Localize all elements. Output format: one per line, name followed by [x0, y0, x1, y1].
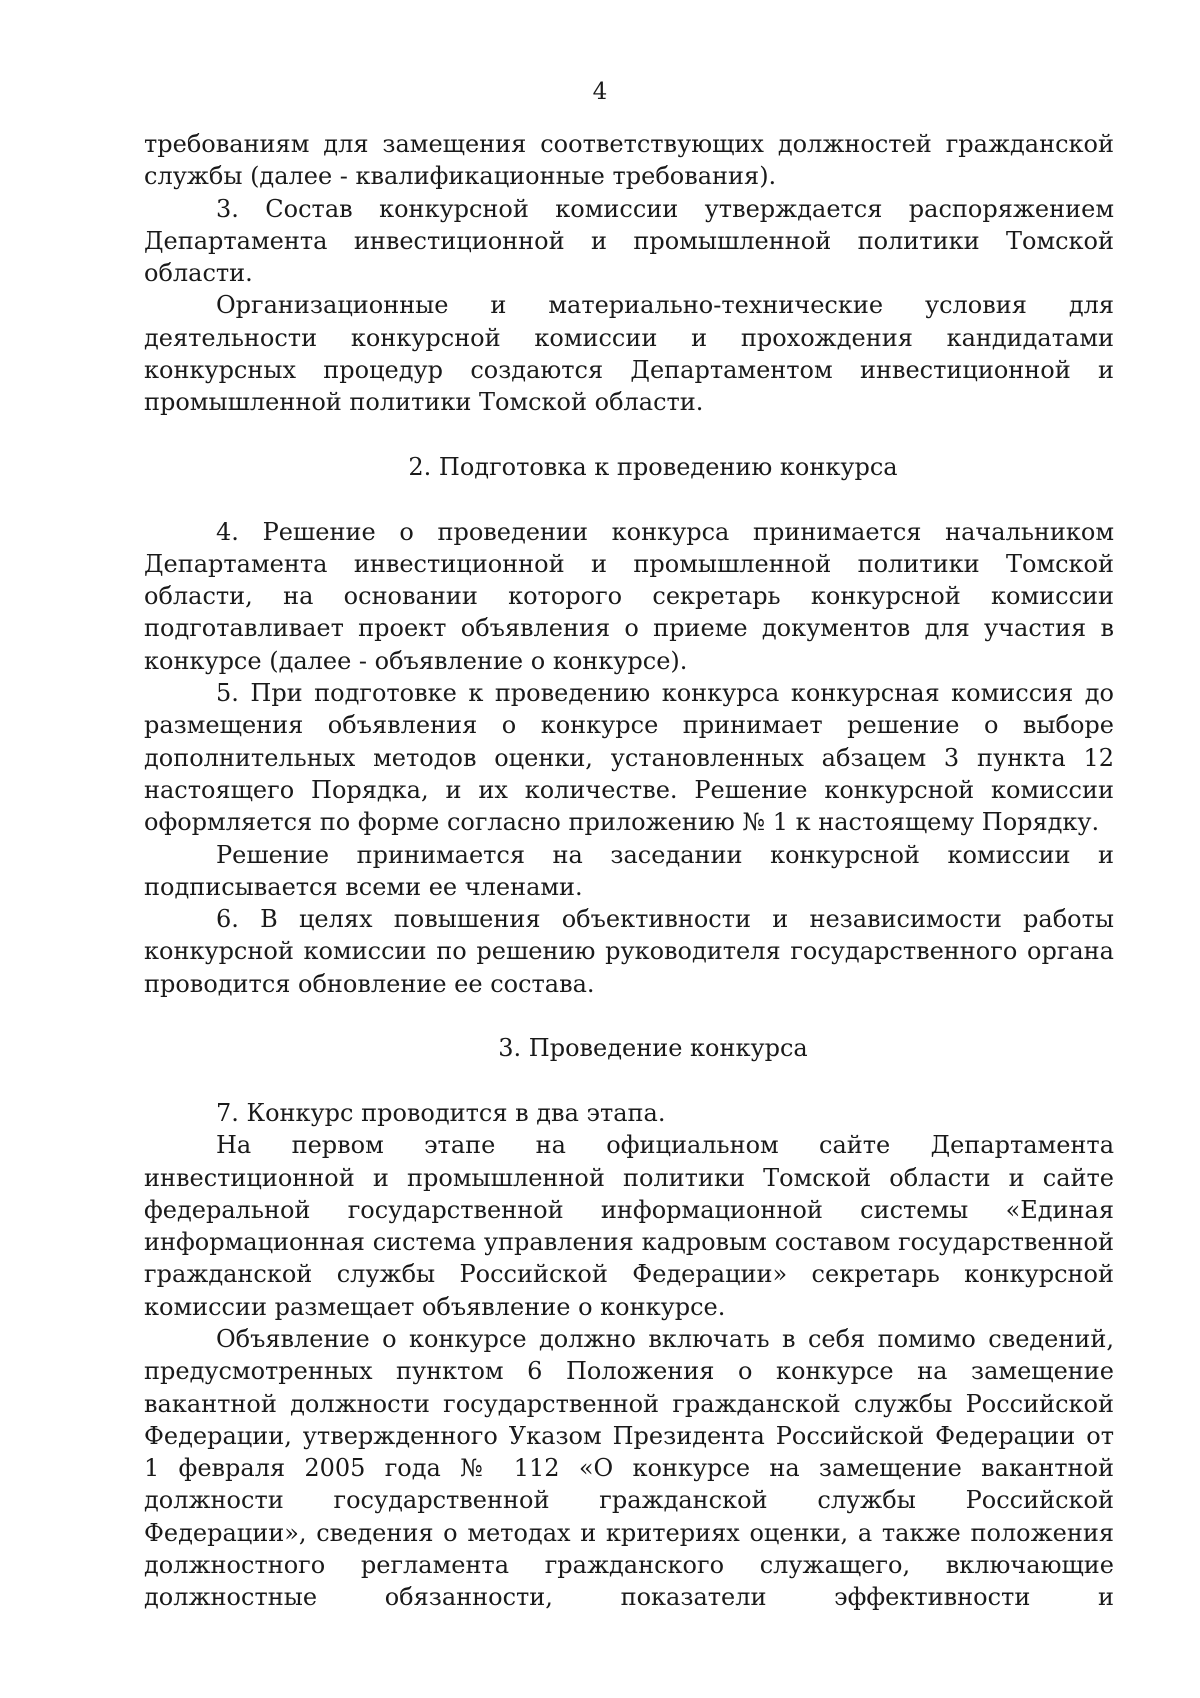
paragraph-5-preparation: 5. При подготовке к проведению конкурса конкурсная комиссия до размещения объявления о конкурсе принимает решение о выборе дополнительных методов оценки, установленных абзацем 3 пункта 12 настоящего Порядка, и их количестве. Решение конкурсной комиссии оформляется по форме согласно приложению № 1 к настоящему Порядку.	[144, 679, 1114, 837]
paragraph-3-commission-composition: 3. Состав конкурсной комиссии утверждается распоряжением Департамента инвестиционной и промышленной политики Томской области.	[144, 194, 1114, 288]
paragraph-first-stage: На первом этапе на официальном сайте Департамента инвестиционной и промышленной политики Томской области и сайте федеральной государственной информационной системы «Единая информационная система управления кадровым составом государственной гражданской службы Российской Федерации» секретарь конкурсной комиссии размещает объявление о конкурсе.	[144, 1131, 1114, 1321]
paragraph-7-two-stages: 7. Конкурс проводится в два этапа.	[216, 1098, 666, 1127]
paragraph-decision-signing: Решение принимается на заседании конкурсной комиссии и подписывается всеми ее членами.	[144, 840, 1114, 901]
page-number: 4	[592, 79, 608, 105]
paragraph-announcement-contents: Объявление о конкурсе должно включать в себя помимо сведений, предусмотренных пунктом 6 Положения о конкурсе на замещение вакантной должности государственной гражданской службы Российской Федерации, утвержденного Указом Президента Российской Федерации от 1 февраля 2005 года № 112 «О конкурсе на замещение вакантной должности государственной гражданской службы Российской Федерации», сведения о методах и критериях оценки, а также положения должностного регламента гражданского служащего, включающие должностные обязанности, показатели эффективности и	[144, 1324, 1114, 1612]
paragraph-4-decision: 4. Решение о проведении конкурса принимается начальником Департамента инвестиционной и промышленной политики Томской области, на основании которого секретарь конкурсной комиссии подготавливает проект объявления о приеме документов для участия в конкурсе (далее - объявление о конкурсе).	[144, 517, 1114, 675]
section-heading-2: 2. Подготовка к проведению конкурса	[408, 452, 898, 481]
paragraph-6-renewal: 6. В целях повышения объективности и независимости работы конкурсной комиссии по решению руководителя государственного органа проводится обновление ее состава.	[144, 905, 1114, 998]
document-body	[144, 128, 1114, 1614]
paragraph-qualification-requirements: требованиям для замещения соответствующих должностей гражданской службы (далее - квалификационные требования).	[144, 130, 1114, 191]
paragraph-organizational-conditions: Организационные и материально-технические условия для деятельности конкурсной комиссии и прохождения кандидатами конкурсных процедур создаются Департаментом инвестиционной и промышленной политики Томской области.	[144, 291, 1114, 417]
section-heading-3: 3. Проведение конкурса	[498, 1034, 808, 1063]
